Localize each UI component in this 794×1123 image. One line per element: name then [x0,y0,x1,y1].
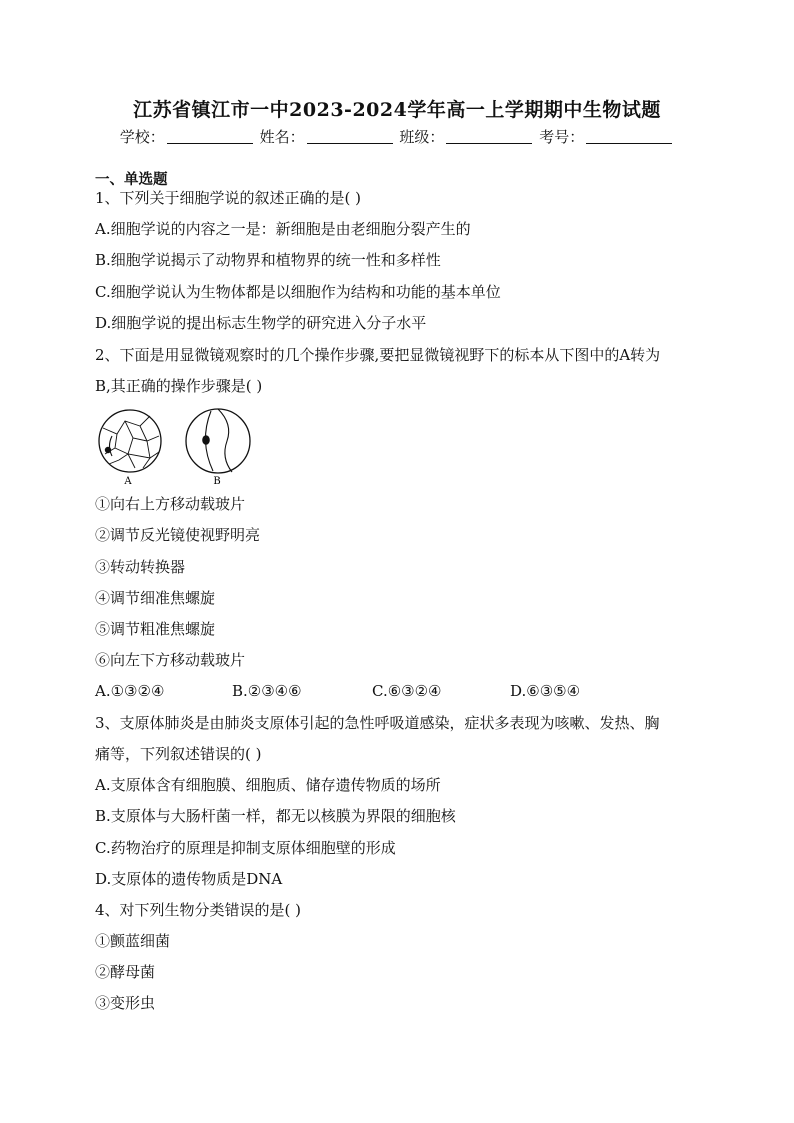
class-blank[interactable] [446,129,532,144]
microscope-field-figure [95,406,265,486]
q2-step-2: ②调节反光镜使视野明亮 [95,526,261,544]
q2-option-d[interactable]: D.⑥③⑤④ [510,682,581,700]
q1-option-a[interactable]: A.细胞学说的内容之一是：新细胞是由老细胞分裂产生的 [95,220,471,238]
q3-stem-line2: 痛等，下列叙述错误的( ) [95,745,262,763]
q2-step-3: ③转动转换器 [95,558,186,576]
figure-label-b: B [213,476,221,486]
q3-option-d[interactable]: D.支原体的遗传物质是DNA [95,870,283,888]
q4-item-2: ②酵母菌 [95,963,156,981]
class-label: 班级： [399,128,445,146]
field-b-diagram [186,409,250,473]
q2-option-b[interactable]: B.②③④⑥ [232,682,302,700]
q2-option-a[interactable]: A.①③②④ [95,682,165,700]
page-title: 江苏省镇江市一中2023-2024学年高一上学期期中生物试题 [133,99,661,121]
q4-item-1: ①颤蓝细菌 [95,932,171,950]
q3-option-b[interactable]: B.支原体与大肠杆菌一样，都无以核膜为界限的细胞核 [95,807,456,825]
q3-option-a[interactable]: A.支原体含有细胞膜、细胞质、储存遗传物质的场所 [95,776,441,794]
number-label: 考号： [539,128,585,146]
q2-step-1: ①向右上方移动载玻片 [95,495,246,513]
q2-step-5: ⑤调节粗准焦螺旋 [95,620,216,638]
q3-option-c[interactable]: C.药物治疗的原理是抑制支原体细胞壁的形成 [95,839,396,857]
q3-stem-line1: 3、支原体肺炎是由肺炎支原体引起的急性呼吸道感染，症状多表现为咳嗽、发热、胸 [95,714,660,732]
q2-step-6: ⑥向左下方移动载玻片 [95,651,246,669]
number-blank[interactable] [586,129,672,144]
figure-label-a: A [124,476,132,486]
name-label: 姓名： [259,128,305,146]
section-heading: 一、单选题 [95,171,168,188]
q1-option-c[interactable]: C.细胞学说认为生物体都是以细胞作为结构和功能的基本单位 [95,283,501,301]
q1-stem: 1、下列关于细胞学说的叙述正确的是( ) [95,189,362,207]
q2-step-4: ④调节细准焦螺旋 [95,589,216,607]
q4-item-3: ③变形虫 [95,994,156,1012]
school-label: 学校： [119,128,165,146]
school-blank[interactable] [167,129,253,144]
student-info-line [0,126,794,147]
q2-stem-line2: B,其正确的操作步骤是( ) [95,377,263,395]
q1-option-b[interactable]: B.细胞学说揭示了动物界和植物界的统一性和多样性 [95,251,441,269]
q2-stem-line1: 2、下面是用显微镜观察时的几个操作步骤,要把显微镜视野下的标本从下图中的A转为 [95,346,661,364]
q4-stem: 4、对下列生物分类错误的是( ) [95,901,302,919]
q2-option-c[interactable]: C.⑥③②④ [372,682,442,700]
q1-option-d[interactable]: D.细胞学说的提出标志生物学的研究进入分子水平 [95,314,427,332]
name-blank[interactable] [307,129,393,144]
field-a-diagram [99,410,161,472]
